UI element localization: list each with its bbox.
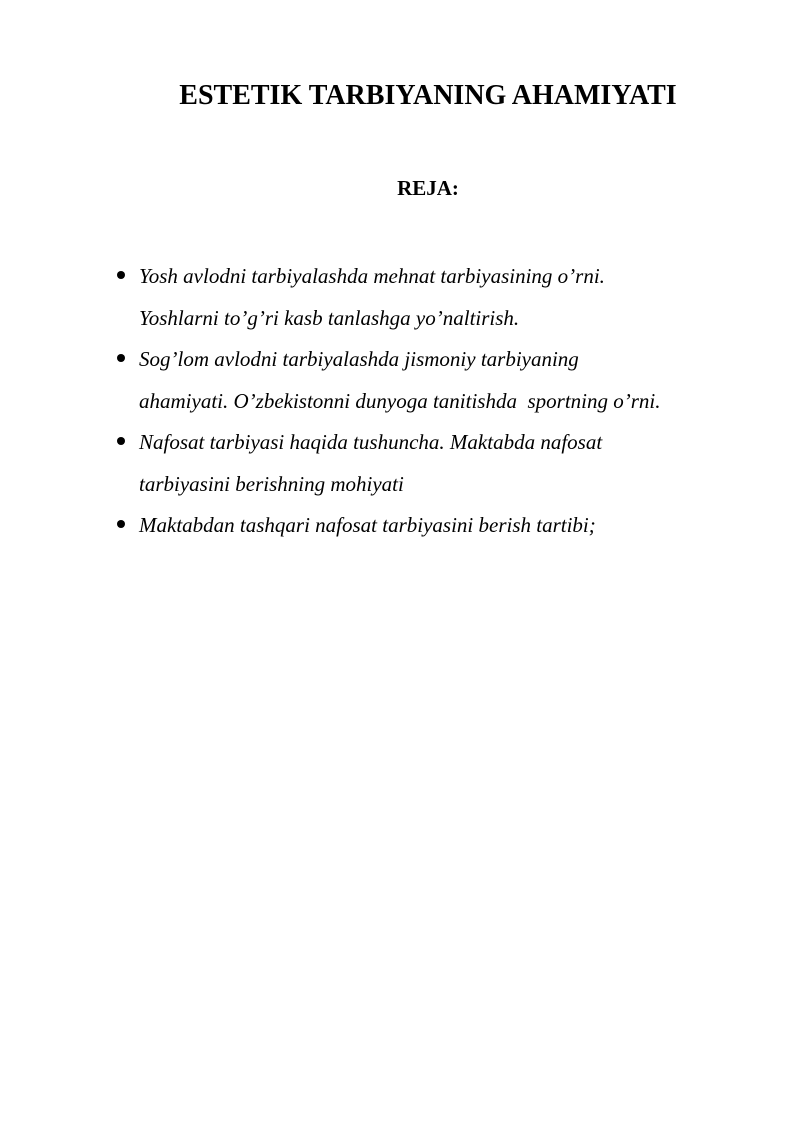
plan-item-line: Maktabdan tashqari nafosat tarbiyasini berish tartibi; bbox=[139, 513, 596, 537]
plan-heading: REJA: bbox=[397, 176, 459, 200]
plan-item-line: Sog’lom avlodni tarbiyalashda jismoniy tarbiyaning bbox=[139, 347, 579, 371]
plan-list bbox=[112, 256, 772, 547]
plan-item-line: Nafosat tarbiyasi haqida tushuncha. Maktabda nafosat bbox=[139, 430, 603, 454]
bullet-icon bbox=[117, 271, 125, 279]
plan-item-1 bbox=[112, 256, 772, 339]
bullet-icon bbox=[117, 437, 125, 445]
document-title: ESTETIK TARBIYANING AHAMIYATI bbox=[179, 80, 677, 111]
bullet-icon bbox=[117, 354, 125, 362]
plan-item-4 bbox=[112, 505, 772, 547]
plan-item-line: ahamiyati. O’zbekistonni dunyoga tanitishda sportning o’rni. bbox=[139, 388, 661, 413]
plan-item-line: tarbiyasini berishning mohiyati bbox=[139, 471, 404, 496]
plan-item-3 bbox=[112, 422, 772, 505]
plan-item-line: Yosh avlodni tarbiyalashda mehnat tarbiyasining o’rni. bbox=[139, 264, 605, 288]
bullet-icon bbox=[117, 520, 125, 528]
plan-item-line: Yoshlarni to’g’ri kasb tanlashga yo’naltirish. bbox=[139, 305, 520, 330]
plan-item-2 bbox=[112, 339, 772, 422]
